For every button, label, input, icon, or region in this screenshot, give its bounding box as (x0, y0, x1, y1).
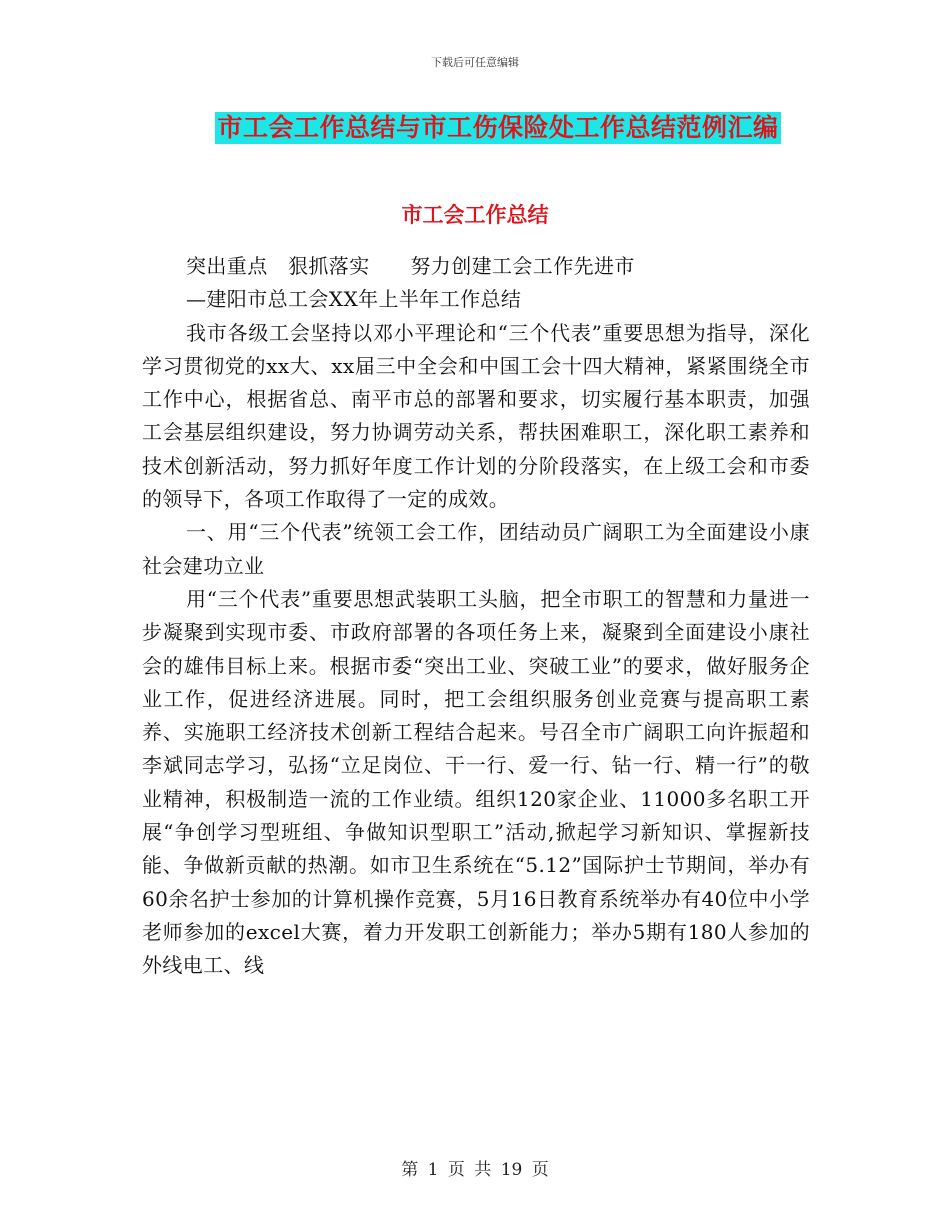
document-title: 市工会工作总结与市工伤保险处工作总结范例汇编 (217, 113, 779, 142)
document-body (142, 250, 810, 983)
paragraph-intro: 我市各级工会坚持以邓小平理论和“三个代表”重要思想为指导，深化学习贯彻党的xx大、xx届三中全会和中国工会十四大精神，紧紧围绕全市工作中心，根据省总、南平市总的部署和要求，切实履行基本职责，加强工会基层组织建设，努力协调劳动关系，帮扶困难职工，深化职工素养和技术创新活动，努力抓好年度工作计划的分阶段落实，在上级工会和市委的领导下，各项工作取得了一定的成效。 (142, 320, 810, 512)
subtitle-line-1: 突出重点 狠抓落实 努力创建工会工作先进市 (186, 254, 635, 278)
document-title-container (0, 112, 950, 144)
header-note: 下载后可任意编辑 (431, 56, 519, 69)
section-title: 市工会工作总结 (401, 203, 549, 227)
paragraph-heading-1: 一、用“三个代表”统领工会工作，团结动员广阔职工为全面建设小康社会建功立业 (142, 520, 810, 578)
page-indicator: 第 1 页 共 19 页 (401, 1160, 549, 1180)
subtitle-line-2: —建阳市总工会XX年上半年工作总结 (186, 287, 522, 312)
paragraph-body-1: 用“三个代表”重要思想武装职工头脑，把全市职工的智慧和力量进一步凝聚到实现市委、市政府部署的各项任务上来，凝聚到全面建设小康社会的雄伟目标上来。根据市委“突出工业、突破工业”的要求，做好服务企业工作，促进经济进展。同时，把工会组织服务创业竞赛与提高职工素养、实施职工经济技术创新工程结合起来。号召全市广阔职工向许振超和李斌同志学习，弘扬“立足岗位、干一行、爱一行、钻一行、精一行”的敬业精神，积极制造一流的工作业绩。组织120家企业、11000多名职工开展“争创学习型班组、争做知识型职工”活动,掀起学习新知识、掌握新技能、争做新贡献的热潮。如市卫生系统在“5.12”国际护士节期间，举办有60余名护士参加的计算机操作竞赛，5月16日教育系统举办有40位中小学老师参加的excel大赛，着力开发职工创新能力；举办5期有180人参加的外线电工、线 (142, 586, 810, 978)
